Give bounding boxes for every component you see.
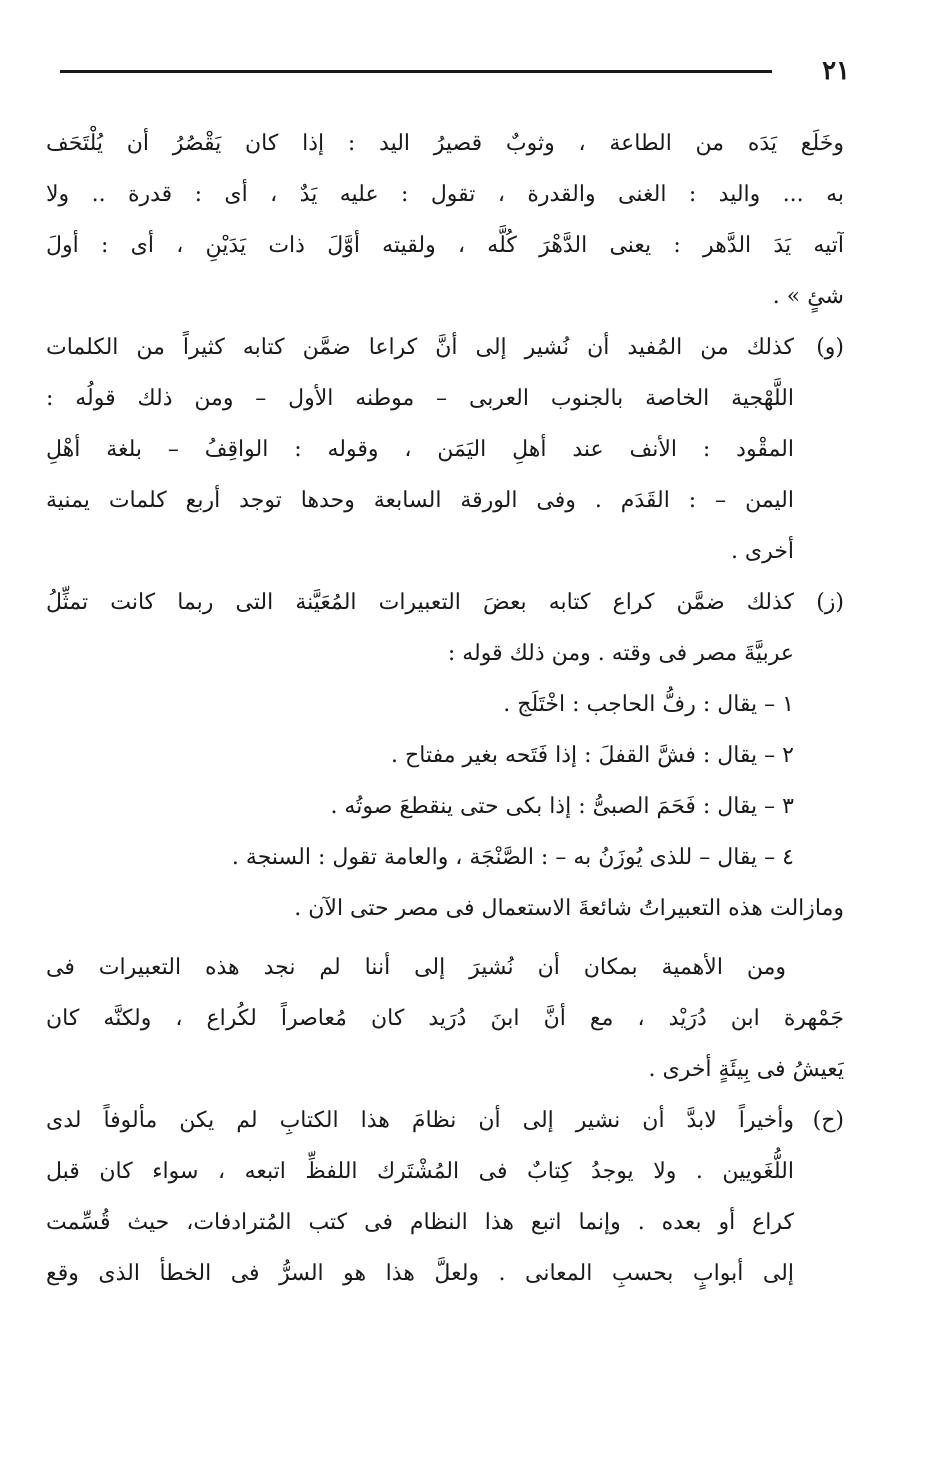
text-line: ومازالت هذه التعبيراتُ شائعةَ الاستعمال فى مصر حتى الآن . <box>294 896 844 921</box>
list-item: ٣ – يقال : فَحَمَ الصبىُّ : إذا بكى حتى ينقطعَ صوتُه . <box>330 794 794 819</box>
list-item: ١ – يقال : رفُّ الحاجب : اخْتَلَج . <box>503 692 794 717</box>
text-line: كذلك من المُفيد أن نُشير إلى أنَّ كراعا ضمَّن كتابه كثيراً من الكلمات <box>46 335 794 360</box>
list-item: ٢ – يقال : فشَّ القفلَ : إذا فَتَحه بغير مفتاح . <box>391 743 794 768</box>
paragraph-marker: (ح) <box>812 1108 844 1133</box>
text-line: كذلك ضمَّن كراع كتابه بعضَ التعبيرات المُعَيَّنة التى ربما كانت تمثِّلُ <box>46 590 794 615</box>
text-line: اللَّهْجية الخاصة بالجنوب العربى – موطنه الأول – ومن ذلك قولُه : <box>46 386 794 411</box>
text-line: كراع أو بعده . وإنما اتبع هذا النظام فى كتب المُترادفات، حيث قُسِّمت <box>46 1210 794 1235</box>
paragraph-zay <box>46 577 844 883</box>
paragraph-waw <box>46 322 844 577</box>
text-line: ومن الأهمية بمكان أن نُشيرَ إلى أننا لم نجد هذه التعبيرات فى <box>46 955 786 980</box>
text-line: أخرى . <box>730 539 794 564</box>
text-line: وخَلَع يَدَه من الطاعة ، وثوبٌ قصيرُ اليد : إذا كان يَقْصُرُ أن يُلْتَحَف <box>46 131 844 156</box>
paragraph-importance <box>46 942 844 1095</box>
page-body <box>46 118 844 1299</box>
text-line: إلى أبوابٍ بحسبِ المعانى . ولعلَّ هذا هو السرُّ فى الخطأ الذى وقع <box>46 1261 794 1286</box>
text-line: جَمْهرة ابن دُرَيْد ، مع أنَّ ابنَ دُرَيد كان مُعاصراً لكُراع ، ولكنَّه كان <box>46 1006 844 1031</box>
paragraph-marker: (و) <box>816 335 844 360</box>
text-line: المقْود : الأنف عند أهلِ اليَمَن ، وقوله : الواقِفُ – بلغة أهْلِ <box>46 437 794 462</box>
text-line: عربيَّةَ مصر فى وقته . ومن ذلك قوله : <box>447 641 794 666</box>
page-header <box>60 52 850 92</box>
text-line: اليمن – : القَدَم . وفى الورقة السابعة وحدها توجد أربع كلمات يمنية <box>46 488 794 513</box>
text-line: آتيه يَدَ الدَّهر : يعنى الدَّهْرَ كُلَّه ، ولقيته أوَّلَ ذات يَدَيْنِ ، أى : أولَ <box>46 233 844 258</box>
text-line: شئٍ » . <box>772 284 844 309</box>
header-rule <box>60 70 772 73</box>
intro-paragraph <box>46 118 844 322</box>
list-item: ٤ – يقال – للذى يُوزَنُ به – : الصَّنْجَة ، والعامة تقول : السنجة . <box>231 845 794 870</box>
page-number: ٢١ <box>822 56 850 86</box>
text-line: يَعيشُ فى بِيئَةٍ أخرى . <box>648 1057 844 1082</box>
paragraph-ha <box>46 1095 844 1299</box>
text-line: وأخيراً لابدَّ أن نشير إلى أن نظامَ هذا الكتابِ لم يكن مألوفاً لدى <box>46 1108 794 1133</box>
text-line: اللُّغَويين . ولا يوجدُ كِتابٌ فى المُشْتَرك اللفظِّ اتبعه ، سواء كان قبل <box>46 1159 794 1184</box>
paragraph-marker: (ز) <box>816 590 844 615</box>
closing-line <box>46 883 844 934</box>
text-line: به ... واليد : الغنى والقدرة ، تقول : عليه يَدٌ ، أى : قدرة .. ولا <box>46 182 844 207</box>
